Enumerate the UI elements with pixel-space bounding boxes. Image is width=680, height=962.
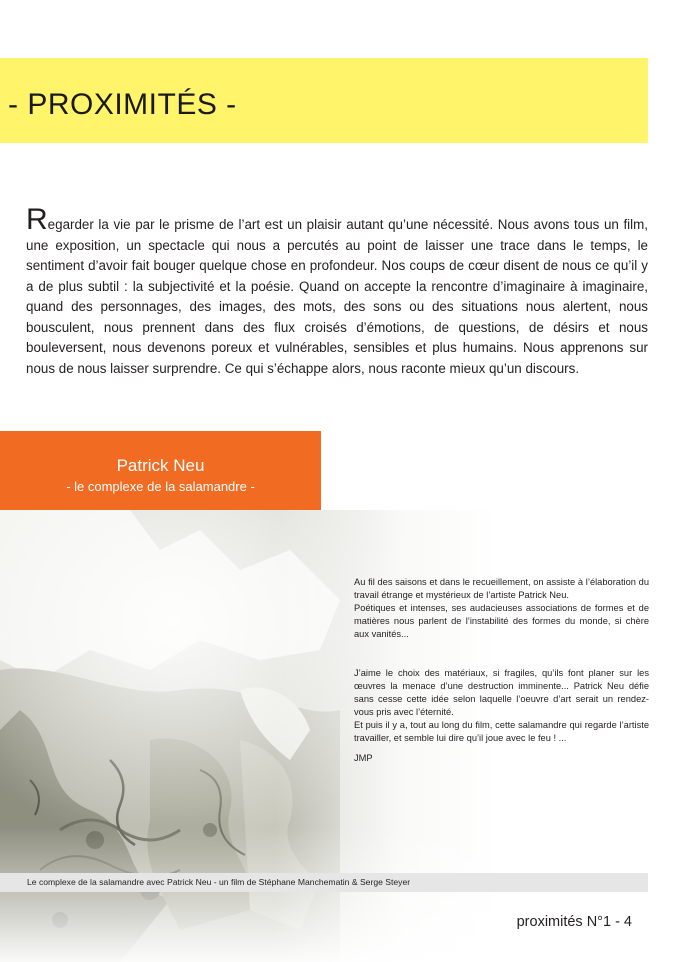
article-paragraph: Au fil des saisons et dans le recueillement, on assiste à l’élaboration du travail étrange et mystérieux de l’artiste Patrick Neu. (354, 577, 649, 600)
article-paragraph: Poétiques et intenses, ses audacieuses associations de formes et de matières nous parlent de l’instabilité des formes du monde, si chère aux vanités... (354, 603, 649, 639)
article-signature: JMP (354, 753, 373, 763)
article-text (354, 576, 649, 765)
article-paragraph: Et puis il y a, tout au long du film, cette salamandre qui regarde l’artiste travailler, et semble lui dire qu’il joue avec le feu ! ... (354, 720, 649, 743)
photo-caption: Le complexe de la salamandre avec Patrick Neu - un film de Stéphane Manchematin & Serge Steyer (27, 877, 411, 887)
page-title: - PROXIMITÉS - (8, 88, 237, 121)
article-paragraph: J’aime le choix des matériaux, si fragiles, qu’ils font planer sur les œuvres la menace d’une destruction imminente... Patrick Neu défie sans cesse cette idée selon laquelle l’oeuvre d’art serait un rendez-vous pris avec l’éternité. (354, 668, 649, 717)
feature-title: Patrick Neu (116, 456, 205, 475)
feature-subtitle: - le complexe de la salamandre - (66, 479, 255, 494)
drop-cap: R (26, 203, 48, 236)
feature-title-box (0, 431, 321, 510)
page-footer: proximités N°1 - 4 (516, 914, 632, 930)
intro-text: egarder la vie par le prisme de l’art est un plaisir autant qu’une nécessité. Nous avons tous un film, une exposition, un spectacle qui nous a percutés au point de laisser une trace dans le temps, le sentiment d’avoir fait bouger quelque chose en profondeur. Nos coups de cœur disent de nous ce qu’il y a de plus subtil : la subjectivité et la poésie. Quand on accepte la rencontre d’imaginaire à imaginaire, quand des personnages, des images, des mots, des sons ou des situations nous alertent, nous bousculent, nous prennent dans des flux croisés d’émotions, de questions, de désirs et nous bouleversent, nous devenons poreux et vulnérables, sensibles et plus humains. Nous apprenons sur nous de nous laisser surprendre. Ce qui s’échappe alors, nous raconte mieux qu’un discours. (26, 217, 648, 376)
intro-paragraph (26, 203, 648, 379)
